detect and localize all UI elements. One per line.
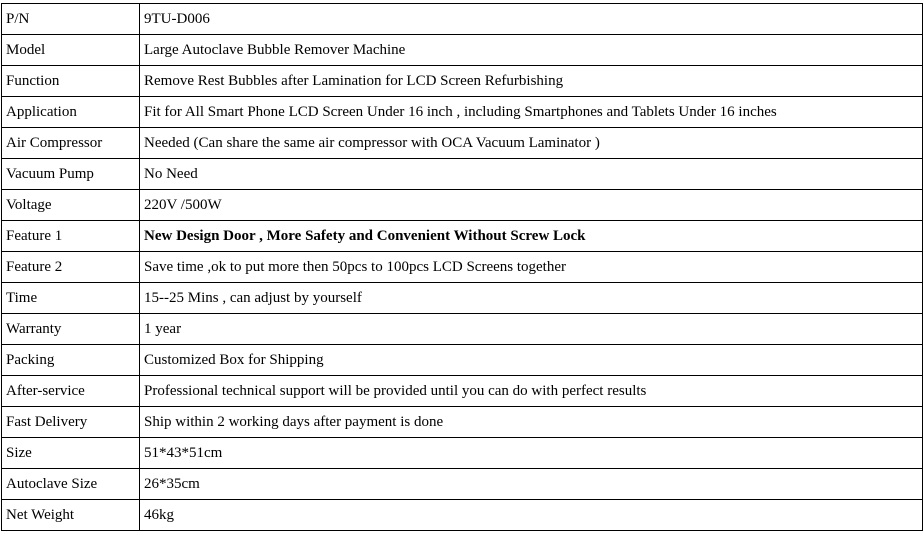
- table-row: [2, 314, 923, 345]
- row-label-pn: P/N: [2, 4, 140, 35]
- table-row: [2, 97, 923, 128]
- table-row: [2, 35, 923, 66]
- row-label-feature-2: Feature 2: [2, 252, 140, 283]
- table-row: [2, 345, 923, 376]
- row-label-time: Time: [2, 283, 140, 314]
- row-label-voltage: Voltage: [2, 190, 140, 221]
- row-label-function: Function: [2, 66, 140, 97]
- table-row: [2, 252, 923, 283]
- row-value-feature-2: Save time ,ok to put more then 50pcs to 100pcs LCD Screens together: [140, 252, 923, 283]
- row-value-pn: 9TU-D006: [140, 4, 923, 35]
- row-value-voltage: 220V /500W: [140, 190, 923, 221]
- spec-table: [1, 3, 923, 531]
- row-value-model: Large Autoclave Bubble Remover Machine: [140, 35, 923, 66]
- table-row: [2, 159, 923, 190]
- row-label-warranty: Warranty: [2, 314, 140, 345]
- table-row: [2, 500, 923, 531]
- row-value-after-service: Professional technical support will be provided until you can do with perfect results: [140, 376, 923, 407]
- row-label-air-compressor: Air Compressor: [2, 128, 140, 159]
- row-label-packing: Packing: [2, 345, 140, 376]
- row-value-time: 15--25 Mins , can adjust by yourself: [140, 283, 923, 314]
- row-value-application: Fit for All Smart Phone LCD Screen Under 16 inch , including Smartphones and Tablets Under 16 inches: [140, 97, 923, 128]
- row-label-fast-delivery: Fast Delivery: [2, 407, 140, 438]
- row-value-fast-delivery: Ship within 2 working days after payment is done: [140, 407, 923, 438]
- table-row: [2, 190, 923, 221]
- row-value-packing: Customized Box for Shipping: [140, 345, 923, 376]
- table-row: [2, 66, 923, 97]
- row-value-autoclave-size: 26*35cm: [140, 469, 923, 500]
- table-row: [2, 376, 923, 407]
- table-row: [2, 128, 923, 159]
- row-value-net-weight: 46kg: [140, 500, 923, 531]
- row-value-function: Remove Rest Bubbles after Lamination for LCD Screen Refurbishing: [140, 66, 923, 97]
- row-value-air-compressor: Needed (Can share the same air compressor with OCA Vacuum Laminator ): [140, 128, 923, 159]
- row-label-feature-1: Feature 1: [2, 221, 140, 252]
- row-value-size: 51*43*51cm: [140, 438, 923, 469]
- table-row: [2, 283, 923, 314]
- row-label-net-weight: Net Weight: [2, 500, 140, 531]
- table-row: [2, 4, 923, 35]
- row-value-vacuum-pump: No Need: [140, 159, 923, 190]
- table-row: [2, 438, 923, 469]
- row-label-size: Size: [2, 438, 140, 469]
- row-label-application: Application: [2, 97, 140, 128]
- row-value-warranty: 1 year: [140, 314, 923, 345]
- row-label-model: Model: [2, 35, 140, 66]
- table-row: [2, 407, 923, 438]
- row-label-after-service: After-service: [2, 376, 140, 407]
- table-row: [2, 469, 923, 500]
- row-label-vacuum-pump: Vacuum Pump: [2, 159, 140, 190]
- table-row: [2, 221, 923, 252]
- row-label-autoclave-size: Autoclave Size: [2, 469, 140, 500]
- row-value-feature-1: New Design Door , More Safety and Convenient Without Screw Lock: [140, 221, 923, 252]
